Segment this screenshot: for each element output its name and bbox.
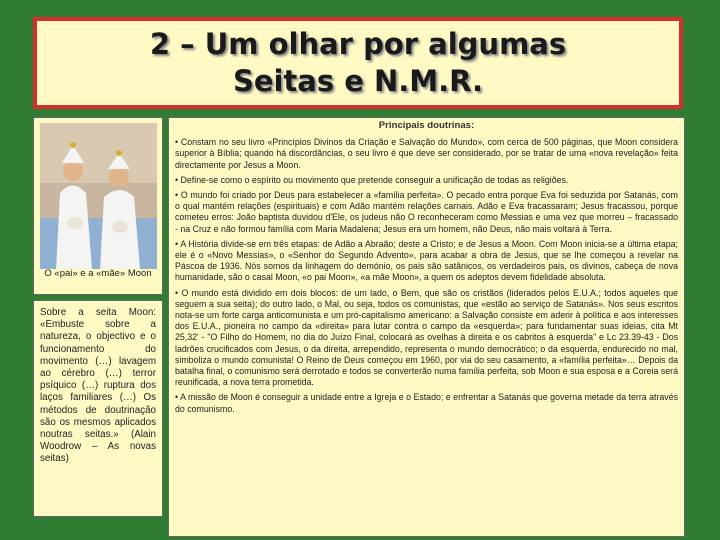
doctrine-text: O mundo foi criado por Deus para estabelecer a «família perfeita». O pecado entra porque Eva foi seduzida por Satanás, com o qual mantém relações (espirituais) e com Adão mantém relações carnais. Adão e Eva fracassaram; Jesus fracassou, porque cometeu erros: João baptista duvidou d'Ele, os judeus não O reconheceram como Messias e uma vez que morreu – fracassado - na Cruz e não formou família com Maria Madalena; Jesus era um homem, não Deus, não mais voltará à Terra. [175, 190, 678, 234]
doctrine-item [175, 288, 678, 389]
quote-box: Sobre a seita Moon: «Embuste sobre a natureza, o objectivo e o funcionamento do movimento (…) lavagem ao cérebro (…) terror psíquico (…) ruptura dos laços familiares (…) Os métodos de doutrinação são os mesmos aplicados noutras seitas.» (Alain Woodrow – As novas seitas) [33, 300, 163, 517]
moon-couple-photo [40, 123, 157, 269]
doctrine-item [175, 190, 678, 235]
slide-title-line-1: 2 – Um olhar por algumas [149, 27, 567, 61]
doctrine-text: Constam no seu livro «Princípios Divinos da Criação e Salvação do Mundo», com cerca de 500 páginas, que Moon considera superior à Bíblia; quando há discordâncias, o seu livro é que deve ser considerado, por se tratar de uma «nova revelação» feita directamente por Jesus a Moon. [175, 137, 678, 170]
bullet-marker: • [175, 190, 179, 201]
doctrine-text: O mundo está dividido em dois blocos: de um lado, o Bem, que são os cristãos (liderados pelos E.U.A.; todos aqueles que seguem a sua seita); do outro lado, o Mal, ou seja, todos os comunistas, que «estão ao serviço de Satanás». Nos seus escritos nota-se um forte carga anticomunista e um pró-capitalismo americano: a Salvação consiste em aderir à política e aos interesses dos E.U.A., pioneira no campo da «direita» para lutar contra o campo da «esquerda»; para fundamentar suas ideias, cita Mt 25,32' - "O Filho do Homem, no dia do Juízo Final, colocará as ovelhas à direita e os cabritos à esquerda" e Lc 23.39-43 - Dos ladrões crucificados com Jesus, o da direita, arrependido, representa o mundo democrático; o da esquerda, endurecido no mal, simboliza o mundo comunista! O Reino de Deus começou em 1960, por via do seu casamento, a «família perfeita»… Depois da batalha final, o comunismo será derrotado e todos se converterão numa família perfeita, sob Moon e sua esposa e a Coreia será reunificada, a nova terra prometida. [175, 287, 678, 388]
doctrine-item [175, 137, 678, 171]
doctrines-heading: Principais doutrinas: [378, 120, 475, 131]
doctrine-text: A missão de Moon é conseguir a unidade entre a Igreja e o Estado; e enfrentar a Satanás que governa metade da terra através do comunismo. [175, 392, 678, 414]
slide-title-line-2: Seitas e N.M.R. [232, 64, 484, 98]
doctrine-text: A História divide-se em três etapas: de Adão a Abraão; deste a Cristo; e de Jesus a Moon. Com Moon inicia-se a última etapa; ele é o «Novo Messias», o «Senhor do Segundo Advento», para acabar a obra de Jesus, que se lhe começou a revelar na Páscoa de 1936. Nós somos da linhagem do demónio, os pais são satânicos, os verdadeiros pais, os divinos, cabeça de nova humanidade, são o casal Moon, «o pai Moon», «a mãe Moon», a quem os adeptos devem fidelidade absoluta. [175, 238, 678, 283]
doctrines-panel [168, 117, 685, 537]
bullet-marker: • [175, 137, 179, 148]
bullet-marker: • [175, 287, 179, 298]
doctrine-item [175, 239, 678, 284]
photo-frame [33, 117, 163, 295]
bullet-marker: • [175, 392, 179, 403]
bullet-marker: • [175, 174, 179, 185]
bullet-marker: • [175, 238, 179, 249]
doctrine-item [175, 175, 678, 186]
photo-caption: O «pai» e a «mãe» Moon [44, 268, 152, 279]
doctrine-text: Define-se como o espírito ou movimento que pretende conseguir a unificação de todas as religiões. [180, 174, 569, 185]
title-box [33, 17, 683, 109]
doctrine-item [175, 392, 678, 414]
